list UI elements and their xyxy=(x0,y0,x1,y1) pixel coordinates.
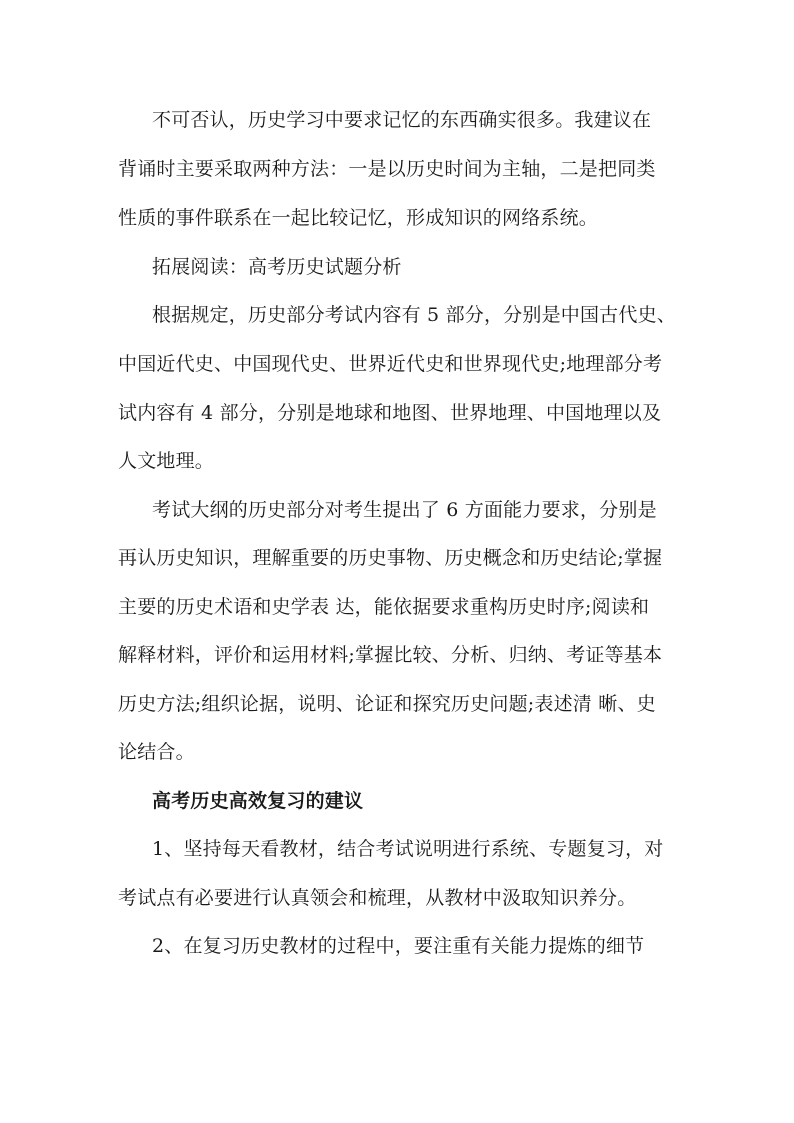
paragraph-line: 历史方法;组织论据，说明、论证和探究历史问题;表述清 晰、史 xyxy=(118,693,656,715)
paragraph-line: 试内容有 4 部分，分别是地球和地图、世界地理、中国地理以及 xyxy=(118,402,662,424)
paragraph-line: 不可否认，历史学习中要求记忆的东西确实很多。我建议在 xyxy=(152,109,652,131)
paragraph-line: 考试大纲的历史部分对考生提出了 6 方面能力要求，分别是 xyxy=(152,499,657,521)
paragraph-line: 性质的事件联系在一起比较记忆，形成知识的网络系统。 xyxy=(118,207,599,229)
section-heading: 高考历史高效复习的建议 xyxy=(152,790,364,812)
paragraph-line: 解释材料，评价和运用材料;掌握比较、分析、归纳、考证等基本 xyxy=(118,644,663,666)
extended-reading-heading: 拓展阅读：高考历史试题分析 xyxy=(152,256,402,278)
paragraph-line: 根据规定，历史部分考试内容有 5 部分，分别是中国古代史、 xyxy=(152,304,676,326)
paragraph-line: 背诵时主要采取两种方法：一是以历史时间为主轴，二是把同类 xyxy=(118,158,656,180)
list-item-line: 1、坚持每天看教材，结合考试说明进行系统、专题复习，对 xyxy=(152,838,664,860)
paragraph-line: 论结合。 xyxy=(118,741,195,763)
list-item-line: 考试点有必要进行认真领会和梳理，从教材中汲取知识养分。 xyxy=(118,887,637,909)
list-item-line: 2、在复习历史教材的过程中，要注重有关能力提炼的细节 xyxy=(152,935,645,957)
paragraph-line: 主要的历史术语和史学表 达，能依据要求重构历史时序;阅读和 xyxy=(118,596,650,618)
paragraph-line: 人文地理。 xyxy=(118,450,215,472)
paragraph-line: 中国近代史、中国现代史、世界近代史和世界现代史;地理部分考 xyxy=(118,353,663,375)
paragraph-line: 再认历史知识，理解重要的历史事物、历史概念和历史结论;掌握 xyxy=(118,547,663,569)
